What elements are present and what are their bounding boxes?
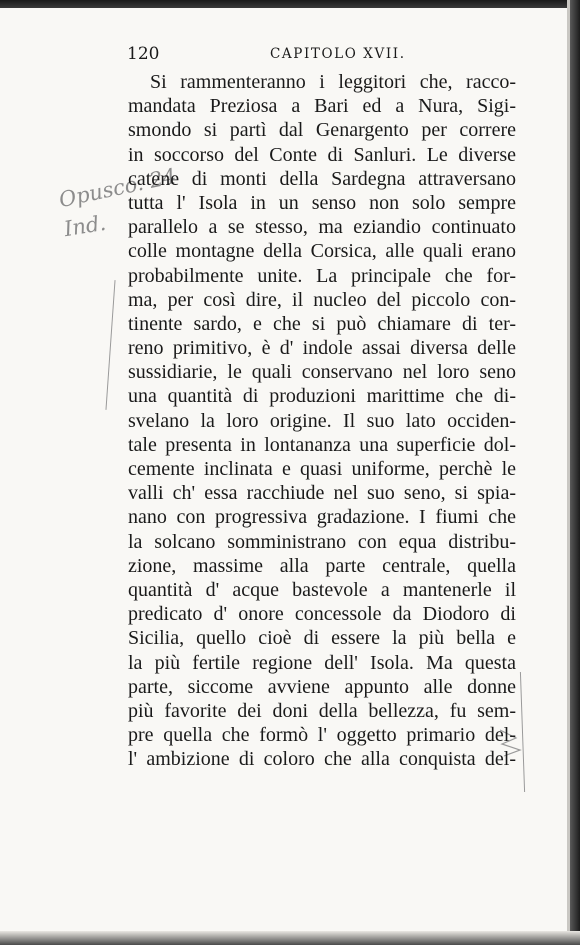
text-line: reno primitivo, è d' indole assai diversa delle <box>128 337 516 360</box>
pencil-mark <box>105 280 115 410</box>
text-line: Sicilia, quello cioè di essere la più bella e <box>128 627 516 650</box>
text-line: nano con progressiva gradazione. I fiumi che <box>128 506 516 529</box>
text-line: la più fertile regione dell' Isola. Ma questa <box>128 651 516 674</box>
body-text <box>128 70 516 771</box>
text-line: valli ch' essa racchiude nel suo seno, si spia- <box>128 482 516 505</box>
chapter-title: CAPITOLO XVII. <box>270 46 406 62</box>
text-line: parallelo a se stesso, ma eziandio continuato <box>128 216 516 239</box>
text-line: probabilmente unite. La principale che for- <box>128 264 516 287</box>
text-line: tale presenta in lontananza una superficie dol- <box>128 433 516 456</box>
text-line: Si rammenteranno i leggitori che, racco- <box>150 71 516 93</box>
page-right-edge <box>570 0 580 945</box>
text-line: una quantità di produzioni marittime che di- <box>128 385 516 408</box>
text-line: più favorite dei doni della bellezza, fu sem- <box>128 699 516 722</box>
text-line: sussidiarie, le quali conservano nel loro seno <box>128 361 516 384</box>
text-line: mandata Preziosa a Bari ed a Nura, Sigi- <box>128 95 516 118</box>
text-line: tinente sardo, e che si può chiamare di ter- <box>128 312 516 335</box>
text-line: parte, siccome avviene appunto alle donne <box>128 675 516 698</box>
text-line: l' ambizione di coloro che alla conquista del- <box>128 748 516 771</box>
handwritten-note: Opusco. 24 <box>56 163 179 213</box>
text-line: predicato d' onore concessole da Diodoro di <box>128 603 516 626</box>
text-line: smondo si partì dal Genargento per correre <box>128 119 516 142</box>
text-line: zione, massime alla parte centrale, quella <box>128 554 516 577</box>
text-line: ma, per così dire, il nucleo del piccolo con- <box>128 288 516 311</box>
text-line: la solcano somministrano con equa distribu- <box>128 530 516 553</box>
text-line: catene di monti della Sardegna attraversano <box>128 167 516 190</box>
text-line: tutta l' Isola in un senso non solo sempre <box>128 191 516 214</box>
text-line: svelano la loro origine. Il suo lato occiden- <box>128 409 516 432</box>
text-line: cemente inclinata e quasi uniforme, perchè le <box>128 458 516 480</box>
text-line: colle montagne della Corsica, alle quali erano <box>128 240 516 263</box>
page-bottom-edge <box>0 931 580 945</box>
handwritten-note: Ind. <box>62 210 108 242</box>
page-number: 120 <box>127 44 160 64</box>
running-head <box>0 44 580 66</box>
text-line: in soccorso del Conte di Sanluri. Le diverse <box>128 143 516 166</box>
text-line: pre quella che formò l' oggetto primario del- <box>128 724 516 747</box>
page-top-edge <box>0 0 580 8</box>
text-line: quantità d' acque bastevole a mantenerle il <box>128 578 516 601</box>
